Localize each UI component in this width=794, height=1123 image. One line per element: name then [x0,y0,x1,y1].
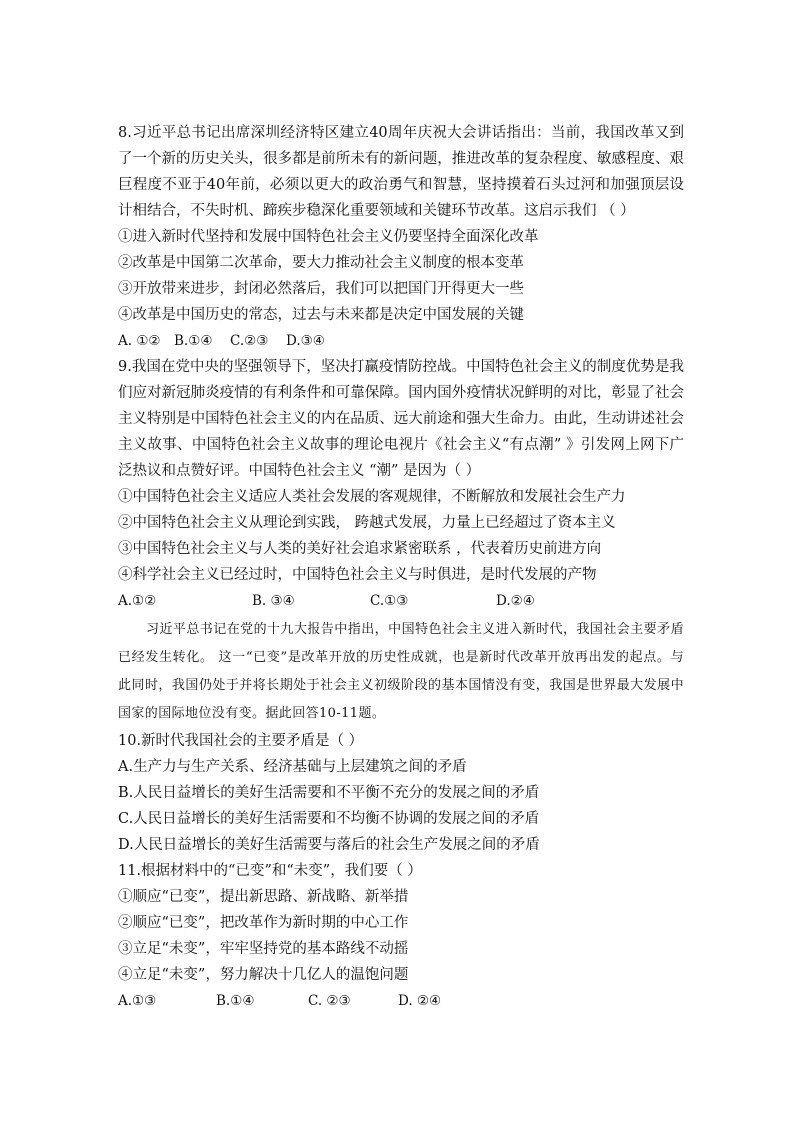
question-9-item-3: ③中国特色社会主义与人类的美好社会追求紧密联系 ，代表着历史前进方向 [118,541,602,557]
question-11-stem: 11.根据材料中的“已变”和“未变”，我们要（ ） [118,863,422,879]
question-9-choice-a: A.①② [118,593,157,609]
question-10-stem: 10.新时代我国社会的主要矛盾是（ ） [118,733,364,749]
question-11-choice-c: C. ②③ [308,993,351,1009]
question-9-choices [118,588,684,614]
question-10-option-a: A.生产力与生产关系、经济基础与上层建筑之间的矛盾 [118,759,467,775]
question-10-option-d: D.人民日益增长的美好生活需要与落后的社会生产发展之间的矛盾 [118,837,540,853]
question-11-item-4: ④立足“未变”，努力解决十几亿人的温饱问题 [118,967,409,983]
question-11-choice-d: D. ②④ [398,993,442,1009]
exam-page [118,120,684,1014]
question-8-item-3: ③开放带来进步，封闭必然落后，我们可以把国门开得更大一些 [118,281,524,297]
question-11-choice-b: B.①④ [216,993,255,1009]
question-9-stem: 9.我国在党中央的坚强领导下，坚决打赢疫情防控战。中国特色社会主义的制度优势是我们应对新冠肺炎疫情的有利条件和可靠保障。国内国外疫情状况鲜明的对比，彰显了社会主义特别是中国特色社会主义的内在品质、远大前途和强大生命力。由此，生动讲述社会主义故事、中国特色社会主义故事的理论电视片《社会主义“有点潮” 》引发网上网下广泛热议和点赞好评。中国特色社会主义 “潮” 是因为（ ） [118,359,684,479]
question-9-choice-d: D.②④ [496,593,535,609]
question-8-choice-a: A. ①② [118,333,161,349]
question-11-choices [118,988,684,1014]
question-8-item-4: ④改革是中国历史的常态，过去与未来都是决定中国发展的关键 [118,307,524,323]
question-8-choice-d: D.③④ [286,333,325,349]
question-9-item-2: ②中国特色社会主义从理论到实践， 跨越式发展，力量上已经超过了资本主义 [118,515,616,531]
question-8-choices [118,328,684,354]
question-8-item-1: ①进入新时代坚持和发展中国特色社会主义仍要坚持全面深化改革 [118,229,539,245]
question-9-item-1: ①中国特色社会主义适应人类社会发展的客观规律，不断解放和发展社会生产力 [118,489,626,505]
question-9-choice-b: B. ③④ [252,593,295,609]
question-9-item-4: ④科学社会主义已经过时，中国特色社会主义与时俱进，是时代发展的产物 [118,567,597,583]
question-10-option-b: B.人民日益增长的美好生活需要和不平衡不充分的发展之间的矛盾 [118,785,540,801]
question-11-item-1: ①顺应“已变”，提出新思路、新战略、新举措 [118,889,409,905]
question-8-choice-b: B.①④ [174,333,213,349]
question-11-choice-a: A.①③ [118,993,157,1009]
question-11-item-3: ③立足“未变”，牢牢坚持党的基本路线不动摇 [118,941,409,957]
question-8-stem: 8.习近平总书记出席深圳经济特区建立40周年庆祝大会讲话指出：当前，我国改革又到了一个新的历史关头，很多都是前所未有的新问题，推进改革的复杂程度、敏感程度、艰巨程度不亚于40年前，必须以更大的政治勇气和智慧，坚持摸着石头过河和加强顶层设计相结合，不失时机、蹄疾步稳深化重要领域和关键环节改革。这启示我们 （ ） [118,125,684,219]
question-8-choice-c: C.②③ [230,333,269,349]
question-8-item-2: ②改革是中国第二次革命，要大力推动社会主义制度的根本变革 [118,255,524,271]
question-9-choice-c: C.①③ [370,593,409,609]
question-11-item-2: ②顺应“已变”，把改革作为新时期的中心工作 [118,915,409,931]
question-10-option-c: C.人民日益增长的美好生活需要和不均衡不协调的发展之间的矛盾 [118,811,540,827]
reading-material: 习近平总书记在党的十九大报告中指出，中国特色社会主义进入新时代，我国社会主要矛盾已经发生转化。 这一“已变”是改革开放的历史性成就，也是新时代改革开放再出发的起点。与此同时，我国仍处于并将长期处于社会主义初级阶段的基本国情没有变，我国是世界最大发展中国家的国际地位没有变。据此回答10-11题。 [118,622,684,721]
